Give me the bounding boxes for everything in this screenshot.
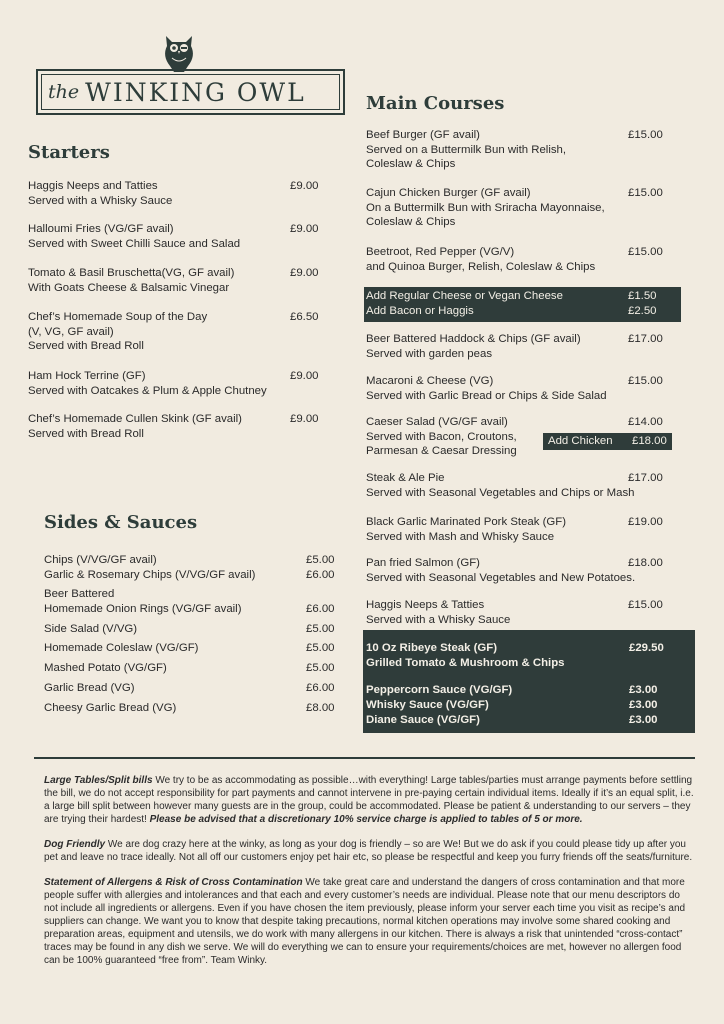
side-price: £5.00 [306, 623, 335, 635]
item-name: Ham Hock Terrine (GF) [28, 370, 146, 382]
item-name: Beetroot, Red Pepper (VG/V) [366, 246, 515, 258]
side-item: Cheesy Garlic Bread (VG) [44, 702, 177, 714]
main-item [366, 471, 686, 500]
side-price: £6.00 [306, 682, 335, 694]
sauce-price: £3.00 [629, 714, 658, 726]
main-item [366, 332, 686, 361]
item-desc: Served with Oatcakes & Plum & Apple Chutney [28, 384, 267, 397]
item-price: £6.50 [290, 311, 319, 323]
note-title: Dog Friendly [44, 839, 106, 850]
item-name: Steak & Ale Pie [366, 472, 445, 484]
sides-heading: Sides & Sauces [44, 512, 198, 533]
item-price: £9.00 [290, 370, 319, 382]
main-item [366, 128, 686, 172]
item-name: Chef’s Homemade Soup of the Day [28, 311, 208, 323]
side-item: Garlic & Rosemary Chips (V/VG/GF avail) [44, 569, 256, 581]
item-name: Macaroni & Cheese (VG) [366, 375, 494, 387]
item-desc: and Quinoa Burger, Relish, Coleslaw & Chips [366, 260, 596, 273]
item-desc: Served with Sweet Chilli Sauce and Salad [28, 237, 241, 250]
side-price: £6.00 [306, 569, 335, 581]
item-name: Tomato & Basil Bruschetta(VG, GF avail) [28, 267, 235, 279]
addon-price: £2.50 [628, 305, 657, 317]
item-desc: Coleslaw & Chips [366, 216, 456, 229]
side-price: £5.00 [306, 642, 335, 654]
side-price: £5.00 [306, 662, 335, 674]
item-name: Haggis Neeps & Tatties [366, 599, 485, 611]
item-desc: Served with Bacon, Croutons, [366, 430, 517, 443]
note-text: We take great care and understand the dangers of cross contamination and that more people suffer with allergies and intolerances and that each and every customer’s needs are individual. Please note that our menu descriptors do not include all ingredients or allergens. Even if you have chosen the item previously, please inform your server each time you visit as recipe’s and suppliers can change. We want you to know that despite taking precautions, normal kitchen operations may involve some shared cooking and preparation areas, equipment and utensils, we do work with many allergens in our kitchen. There is always a risk that unintended “cross-contact” traces may be found in any dish we serve. We will do everything we can to ensure your requirements/choices are met, however no allergen food can be 100% guaranteed “free from”. Team Winky. [44, 877, 686, 966]
item-price: £15.00 [628, 187, 663, 199]
item-desc: Served with Garlic Bread or Chips & Side Salad [366, 389, 607, 402]
note-text: We try to be as accommodating as possible…with everything! Large tables/parties must arrange payments before settling the bill, we do not accept responsibility for part payments and cannot intervene in pre-paying certain individual items. Ideally if it’s an equal split, i.e. a large bill split between however many guests are in the group, could be accommodated. Please be patient & understanding to our servers – they are trying their hardest! [44, 775, 694, 825]
note-title: Large Tables/Split bills [44, 775, 153, 786]
item-price: £9.00 [290, 223, 319, 235]
main-item [366, 374, 686, 403]
item-name: Black Garlic Marinated Pork Steak (GF) [366, 516, 567, 528]
add-chicken-price: £18.00 [632, 435, 667, 447]
item-desc: Served with Mash and Whisky Sauce [366, 530, 555, 543]
steak-name: 10 Oz Ribeye Steak (GF) [366, 642, 498, 654]
item-price: £9.00 [290, 180, 319, 192]
list-item [28, 310, 328, 354]
side-item: Homemade Coleslaw (VG/GF) [44, 642, 199, 654]
sauce-name: Whisky Sauce (VG/GF) [366, 699, 489, 711]
side-item: Chips (V/VG/GF avail) [44, 554, 157, 566]
item-price: £15.00 [628, 246, 663, 258]
item-price: £19.00 [628, 516, 663, 528]
list-item [28, 369, 328, 398]
item-desc: With Goats Cheese & Balsamic Vinegar [28, 281, 230, 294]
item-desc: Served with garden peas [366, 347, 493, 360]
starters-heading: Starters [28, 142, 110, 163]
sauce-name: Diane Sauce (VG/GF) [366, 714, 480, 726]
item-desc: Served with Seasonal Vegetables and Chips or Mash [366, 486, 635, 499]
footer-notes [44, 774, 694, 979]
item-name: Caeser Salad (VG/GF avail) [366, 416, 508, 428]
item-desc: Served on a Buttermilk Bun with Relish, [366, 143, 567, 156]
mains-heading: Main Courses [366, 93, 505, 114]
sauce-price: £3.00 [629, 699, 658, 711]
item-name: Chef’s Homemade Cullen Skink (GF avail) [28, 413, 242, 425]
side-item: Garlic Bread (VG) [44, 682, 135, 694]
item-name: Beer Battered Haddock & Chips (GF avail) [366, 333, 581, 345]
item-name: Pan fried Salmon (GF) [366, 557, 480, 569]
item-desc: Served with Bread Roll [28, 427, 144, 440]
addons-box [364, 287, 681, 322]
item-desc: Served with Bread Roll [28, 340, 144, 353]
item-name: Haggis Neeps and Tatties [28, 180, 158, 192]
steak-box [363, 630, 695, 733]
item-name: Cajun Chicken Burger (GF avail) [366, 187, 531, 199]
item-name-cont: (V, VG, GF avail) [28, 325, 114, 338]
steak-desc: Grilled Tomato & Mushroom & Chips [366, 657, 565, 669]
main-item [366, 598, 686, 627]
addon-label: Add Regular Cheese or Vegan Cheese [366, 290, 563, 302]
item-price: £14.00 [628, 416, 663, 428]
divider [34, 757, 695, 759]
item-price: £18.00 [628, 557, 663, 569]
main-item [366, 556, 686, 585]
item-price: £15.00 [628, 129, 663, 141]
logo-the: the [48, 81, 80, 103]
logo-name: WINKING OWL [85, 77, 306, 107]
side-price: £5.00 [306, 554, 335, 566]
main-item [366, 186, 686, 230]
item-price: £9.00 [290, 413, 319, 425]
addon-label: Add Bacon or Haggis [366, 305, 474, 317]
logo [41, 74, 340, 110]
main-item [366, 245, 686, 274]
allergen-note [44, 876, 694, 967]
item-desc: On a Buttermilk Bun with Sriracha Mayonnaise, [366, 201, 605, 214]
item-price: £17.00 [628, 333, 663, 345]
addon-price: £1.50 [628, 290, 657, 302]
item-name: Halloumi Fries (VG/GF avail) [28, 223, 174, 235]
large-tables-note [44, 774, 694, 826]
item-desc: Served with Seasonal Vegetables and New Potatoes. [366, 571, 636, 584]
list-item [28, 179, 328, 208]
dog-friendly-note [44, 838, 694, 864]
side-price: £8.00 [306, 702, 335, 714]
service-charge-note: Please be advised that a discretionary 10% service charge is applied to tables of 5 or more. [149, 814, 583, 825]
owl-logo-icon [160, 32, 198, 74]
list-item [28, 412, 328, 441]
sauce-price: £3.00 [629, 684, 658, 696]
side-item: Side Salad (V/VG) [44, 623, 138, 635]
item-desc: Served with a Whisky Sauce [366, 613, 511, 626]
add-chicken-box [543, 433, 672, 450]
add-chicken-label: Add Chicken [548, 435, 613, 447]
side-item: Homemade Onion Rings (VG/GF avail) [44, 603, 242, 615]
list-item [28, 222, 328, 251]
item-price: £15.00 [628, 375, 663, 387]
item-price: £15.00 [628, 599, 663, 611]
side-price: £6.00 [306, 603, 335, 615]
item-name: Beef Burger (GF avail) [366, 129, 480, 141]
sauce-name: Peppercorn Sauce (VG/GF) [366, 684, 513, 696]
item-price: £17.00 [628, 472, 663, 484]
note-title: Statement of Allergens & Risk of Cross Contamination [44, 877, 303, 888]
item-price: £9.00 [290, 267, 319, 279]
list-item [28, 266, 328, 295]
item-desc: Parmesan & Caesar Dressing [366, 445, 517, 458]
main-item [366, 515, 686, 544]
note-text: We are dog crazy here at the winky, as long as your dog is friendly – so are We! But we do ask if you could please tidy up after you pet and leave no trace ideally. Not all off our customers enjoy pet hair etc, so please be respectful and keep you furry friends off the seats/furniture. [44, 839, 693, 863]
item-desc: Coleslaw & Chips [366, 158, 456, 171]
steak-price: £29.50 [629, 642, 664, 654]
item-desc: Served with a Whisky Sauce [28, 194, 173, 207]
side-item: Mashed Potato (VG/GF) [44, 662, 167, 674]
side-item: Beer Battered [44, 588, 115, 600]
